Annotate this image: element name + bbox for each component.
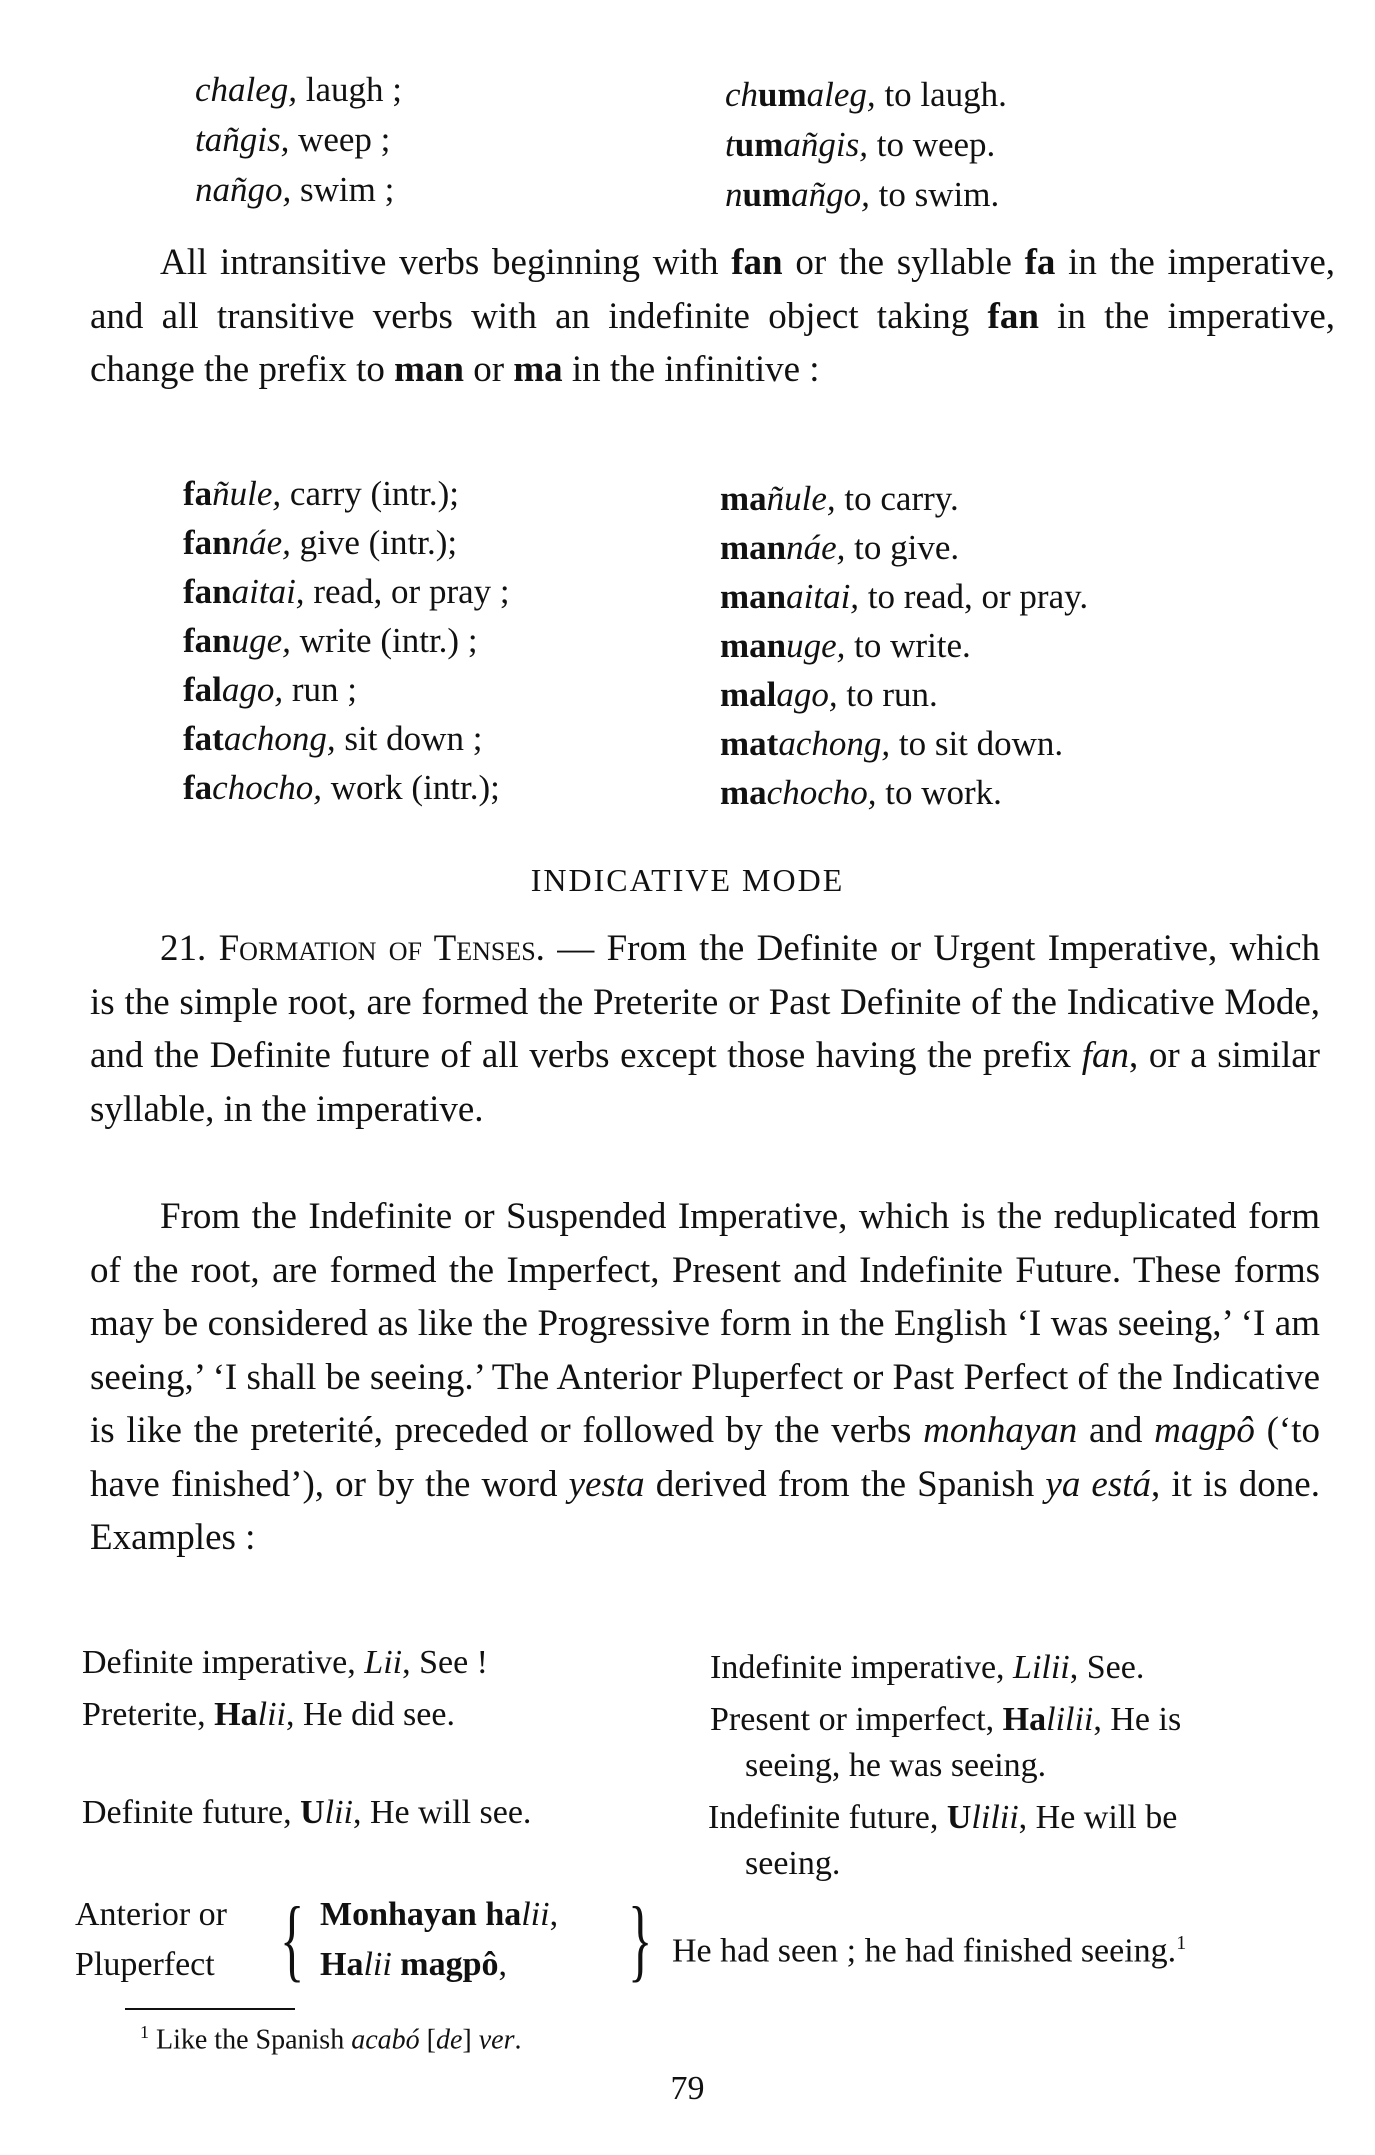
section-heading: INDICATIVE MODE: [530, 862, 845, 898]
verb-left-2: tañgis, weep ;: [195, 120, 391, 159]
verb-right-10: machocho, to work.: [720, 773, 1002, 812]
verb-right-4: mañule, to carry.: [720, 479, 959, 518]
verb-right-7: manuge, to write.: [720, 626, 971, 665]
verb-right-6: manaitai, to read, or pray.: [720, 577, 1089, 616]
paragraph-formation-of-tenses: 21. Formation of Tenses. — From the Definite or Urgent Imperative, which is the simple root, are formed the Preterite or Past Definite of the Indicative Mode, and the Definite future of all verbs except those having the prefix fan, or a similar syllable, in the imperative.: [90, 928, 1320, 1130]
verb-right-9: matachong, to sit down.: [720, 724, 1064, 763]
example-anterior-meaning: He had seen ; he had finished seeing.$^1$: [672, 1932, 1187, 1970]
verb-right-8: malago, to run.: [720, 675, 938, 714]
paragraph-indefinite-imperative: From the Indefinite or Suspended Imperative, which is the reduplicated form of the root, are formed the Imperfect, Present and Indefinite Future. These forms may be considered as like the Progressive form in the English ‘I was seeing,’ ‘I am seeing,’ ‘I shall be seeing.’ The Anterior Pluperfect or Past Perfect of the Indicative is like the preterité, preceded or followed by the verbs monhayan and magpô (‘to have finished’), or by the word yesta derived from the Spanish ya está, it is done. Examples :: [90, 1196, 1320, 1558]
right-brace: }: [627, 1888, 653, 1990]
verb-left-9: fatachong, sit down ;: [183, 719, 483, 758]
example-indefinite-imperative: Indefinite imperative, Lilii, See.: [710, 1649, 1145, 1686]
example-anterior-label: Anterior or Pluperfect: [75, 1896, 228, 1983]
verb-right-5: mannáe, to give.: [720, 528, 960, 567]
verb-left-6: fanaitai, read, or pray ;: [183, 572, 510, 611]
left-brace: {: [279, 1888, 305, 1990]
verb-left-10: fachocho, work (intr.);: [183, 768, 500, 807]
footnote-rule: [125, 2008, 295, 2010]
verb-left-4: fañule, carry (intr.);: [183, 474, 460, 513]
page-number: 79: [670, 2070, 705, 2107]
example-anterior-forms: Monhayan halii, Halii magpô,: [320, 1896, 559, 1983]
paragraph-prefix-rule: All intransitive verbs beginning with fan or the syllable fa in the imperative, and all transitive verbs with an indefinite object taking fan in the imperative, change the prefix to man or ma in the infinitive :: [90, 242, 1335, 390]
verb-left-5: fannáe, give (intr.);: [183, 523, 458, 562]
example-preterite: Preterite, Halii, He did see.: [82, 1696, 455, 1733]
verb-left-1: chaleg, laugh ;: [195, 70, 403, 109]
verb-left-3: nañgo, swim ;: [195, 170, 395, 209]
verb-right-3: numañgo, to swim.: [725, 175, 1000, 214]
verb-right-2: tumañgis, to weep.: [725, 125, 996, 164]
verb-right-1: chumaleg, to laugh.: [725, 75, 1007, 114]
verb-left-7: fanuge, write (intr.) ;: [183, 621, 478, 660]
example-indefinite-future: Indefinite future, Ulilii, He will be seeing.: [708, 1799, 1178, 1882]
example-definite-imperative: Definite imperative, Lii, See !: [82, 1644, 489, 1681]
example-present: Present or imperfect, Halilii, He is seeing, he was seeing.: [710, 1701, 1182, 1784]
example-definite-future: Definite future, Ulii, He will see.: [82, 1794, 532, 1831]
verb-left-8: falago, run ;: [183, 670, 358, 709]
footnote: $^1$ Like the Spanish acabó [de] ver.: [140, 2022, 522, 2056]
